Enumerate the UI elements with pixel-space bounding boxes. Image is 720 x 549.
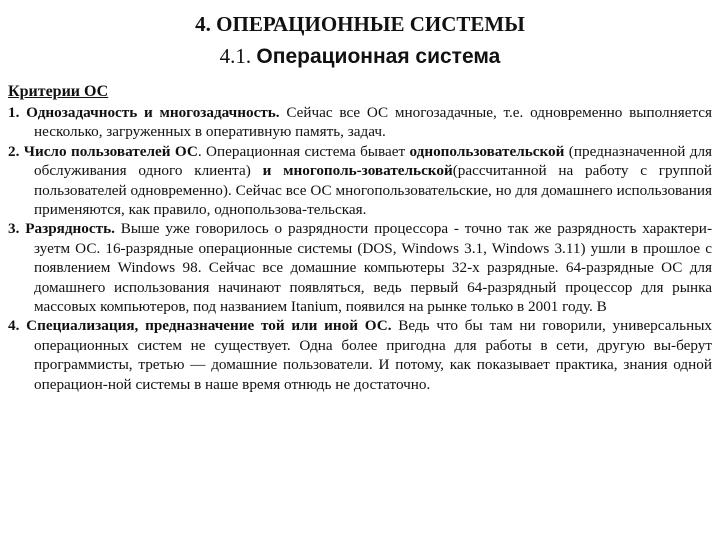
item-term: Число пользователей ОС [23,142,198,160]
list-item-2 [8,142,712,220]
slide [0,9,720,549]
list-item-3 [8,219,712,316]
slide-heading: 4. ОПЕРАЦИОННЫЕ СИСТЕМЫ [195,12,525,36]
subheading-text: Операционная система [256,45,501,68]
item-term: Разрядность. [25,220,115,238]
item-term: Специализация, предназначение той или иной ОС. [26,317,392,335]
list-item-4 [8,316,712,394]
slide-subheading [8,42,712,70]
item-number: 4. [8,317,20,335]
item-number: 3. [8,220,20,238]
list-item-1 [8,103,712,142]
item-text-2: (предназначенной для обслуживания одного клиента) [34,142,713,180]
item-text-3: (рассчитанной на работу с группой пользователей одновременно). Сейчас все ОС многопользовательские, но для домашнего использования применяются, как правило, однопользова-тельская. [34,162,713,219]
item-text: . Операционная система бывает [197,142,410,160]
item-text: Ведь что бы там ни говорили, универсальных операционных систем не существует. Одна более пригодна для работы в сети, другую вы-берут программисты, третью — домашние пользователи. И потому, как показывает практика, знания одной операцион-ной системы в наше время отнюдь не достаточно. [34,317,713,393]
item-text: Сейчас все ОС многозадачные, т.е. одновременно выполняется несколько, загруженных в оперативную память, задач. [34,104,712,141]
item-text: Выше уже говорилось о разрядности процессора - точно так же разрядность характери-зуетм ОС. 16-разрядные операционные системы (DOS, Windows 3.1, Windows 3.11) ушли в прошлое с появлением Windows 98. Сейчас все домашние компьютеры 32-х разрядные. 64-разрядные ОС для домашнего использования начинают появляться, ведь первый 64-разрядный процессор для рынка массовых компьютеров, под названием Itanium, появился на рынке только в 2001 году. В [34,220,712,316]
item-number: 2. [8,142,20,160]
item-term: Однозадачность и многозадачность. [26,104,280,121]
item-term-3: и многополь-зовательской [262,162,453,180]
item-number: 1. [8,104,20,121]
criteria-title: Критерии ОС [8,83,109,100]
subheading-number: 4.1. [219,44,252,68]
criteria-list [8,103,712,394]
item-term-2: однопользовательской [409,142,565,160]
